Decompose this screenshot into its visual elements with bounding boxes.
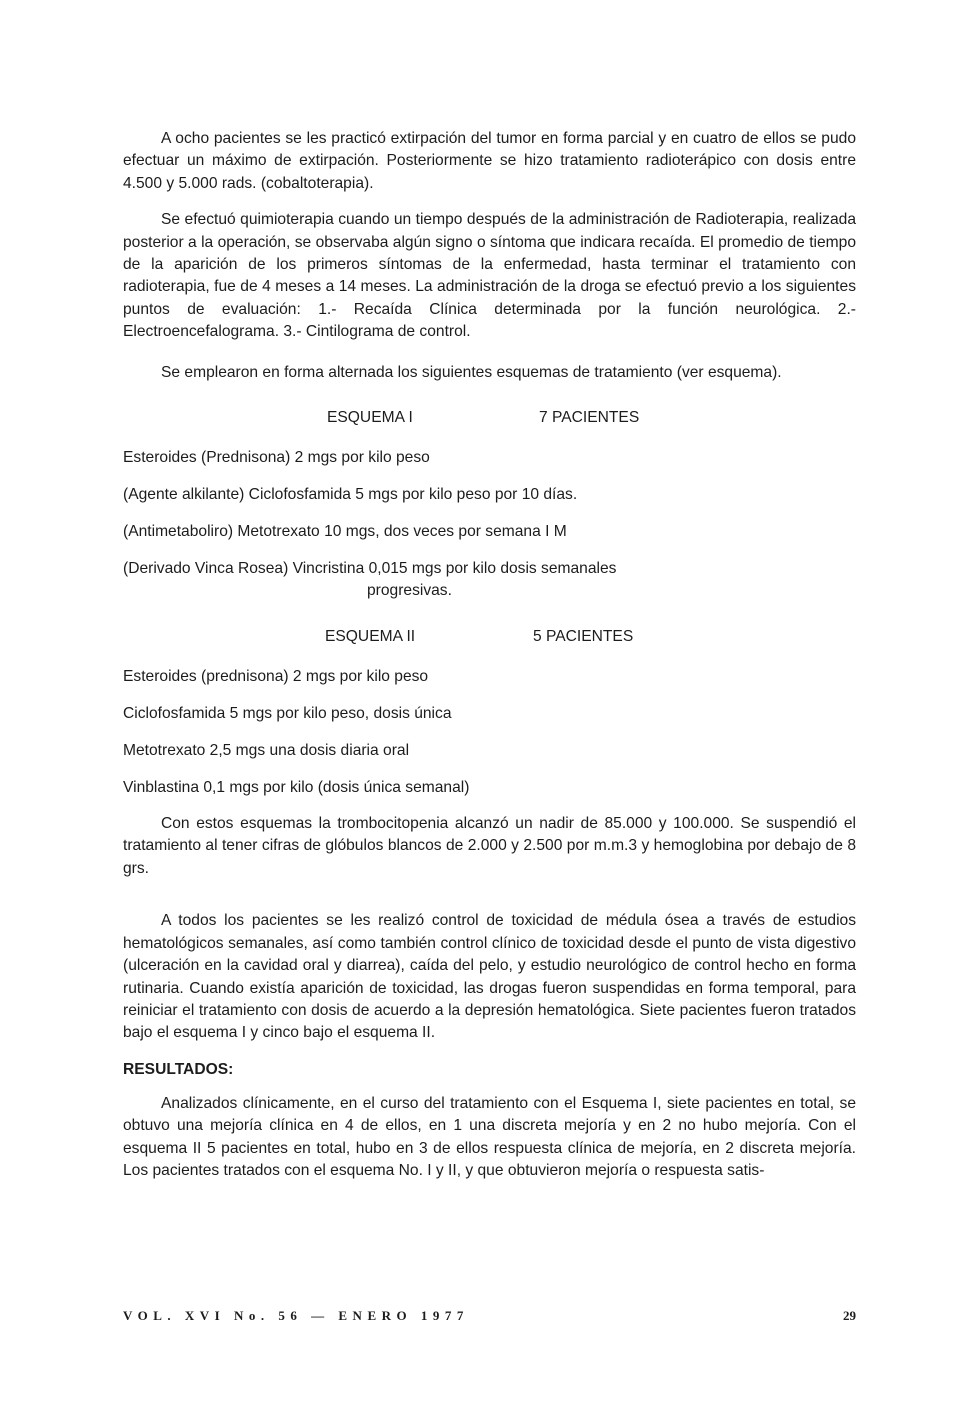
journal-issue-line: VOL. XVI No. 56 — ENERO 1977	[123, 1308, 469, 1323]
scheme-2-patient-count: 5 PACIENTES	[533, 628, 634, 646]
section-heading-results: RESULTADOS:	[123, 1060, 234, 1078]
scheme-2-item: Metotrexato 2,5 mgs una dosis diaria oral	[123, 742, 410, 760]
scheme-2-title	[123, 628, 856, 652]
page-number: 29	[843, 1308, 856, 1323]
scheme-1-item-text: (Derivado Vinca Rosea) Vincristina 0,015 mgs por kilo dosis semanales	[123, 560, 617, 578]
paragraph-chemotherapy: Se efectuó quimioterapia cuando un tiempo después de la administración de Radioterapia, realizada posterior a la operación, se observaba algún signo o síntoma que indicara recaída. El promedio de tiempo de la aparición de los primeros síntomas de la enfermedad, hasta terminar el tratamiento con radioterapia, fue de 4 meses a 14 meses. La administración de la droga se efectuó previo a los siguientes puntos de evaluación: 1.- Recaída Clínica determinada por la función neurológica. 2.- Electroencefalograma. 3.- Cintilograma de control.	[123, 211, 856, 341]
scheme-1-patient-count: 7 PACIENTES	[539, 409, 640, 427]
paragraph-thrombocytopenia: Con estos esquemas la trombocitopenia alcanzó un nadir de 85.000 y 100.000. Se suspendió el tratamiento al tener cifras de glóbulos blancos de 2.000 y 2.500 por m.m.3 y hemoglobina por debajo de 8 grs.	[123, 815, 856, 877]
paragraph-toxicity-control: A todos los pacientes se les realizó control de toxicidad de médula ósea a través de estudios hematológicos semanales, así como también control clínico de toxicidad desde el punto de vista digestivo (ulceración en la cavidad oral y diarrea), caída del pelo, y estudio neurológico de control hecho en forma rutinaria. Cuando existía aparición de toxicidad, las drogas fueron suspendidas en forma temporal, para reiniciar el tratamiento con dosis de acuerdo a la depresión hematológica. Siete pacientes fueron tratados bajo el esquema I y cinco bajo el esquema II.	[123, 912, 856, 1042]
paragraph-schemes-intro: Se emplearon en forma alternada los siguientes esquemas de tratamiento (ver esquema).	[161, 363, 782, 381]
paragraph-surgery: A ocho pacientes se les practicó extirpación del tumor en forma parcial y en cuatro de ellos se pudo efectuar un máximo de extirpación. Posteriormente se hizo tratamiento radioterápico con dosis entre 4.500 y 5.000 rads. (cobaltoterapia).	[123, 130, 856, 192]
scheme-1-item-continuation: progresivas.	[367, 582, 452, 600]
document-body	[123, 128, 856, 1182]
page-footer	[123, 1308, 856, 1324]
scheme-1-title	[123, 409, 856, 433]
scheme-1-item	[123, 558, 856, 602]
scheme-1-name: ESQUEMA I	[327, 409, 413, 427]
scheme-2-name: ESQUEMA II	[325, 628, 416, 646]
scheme-2-item: Ciclofosfamida 5 mgs por kilo peso, dosis única	[123, 705, 452, 723]
scheme-1-item: (Antimetaboliro) Metotrexato 10 mgs, dos veces por semana I M	[123, 523, 567, 541]
scheme-2-item: Vinblastina 0,1 mgs por kilo (dosis única semanal)	[123, 779, 470, 797]
scheme-1-item: Esteroides (Prednisona) 2 mgs por kilo peso	[123, 449, 430, 467]
scheme-2-item: Esteroides (prednisona) 2 mgs por kilo peso	[123, 668, 429, 686]
paragraph-results: Analizados clínicamente, en el curso del tratamiento con el Esquema I, siete pacientes en total, se obtuvo una mejoría clínica en 4 de ellos, en 1 una discreta mejoría y en 2 no hubo mejoría. Con el esquema II 5 pacientes en total, hubo en 3 de ellos respuesta clínica de mejoría, en 2 discreta mejoría. Los pacientes tratados con el esquema No. I y II, y que obtuvieron mejoría o respuesta satis-	[123, 1094, 856, 1179]
scheme-1-item: (Agente alkilante) Ciclofosfamida 5 mgs por kilo peso por 10 días.	[123, 486, 578, 504]
